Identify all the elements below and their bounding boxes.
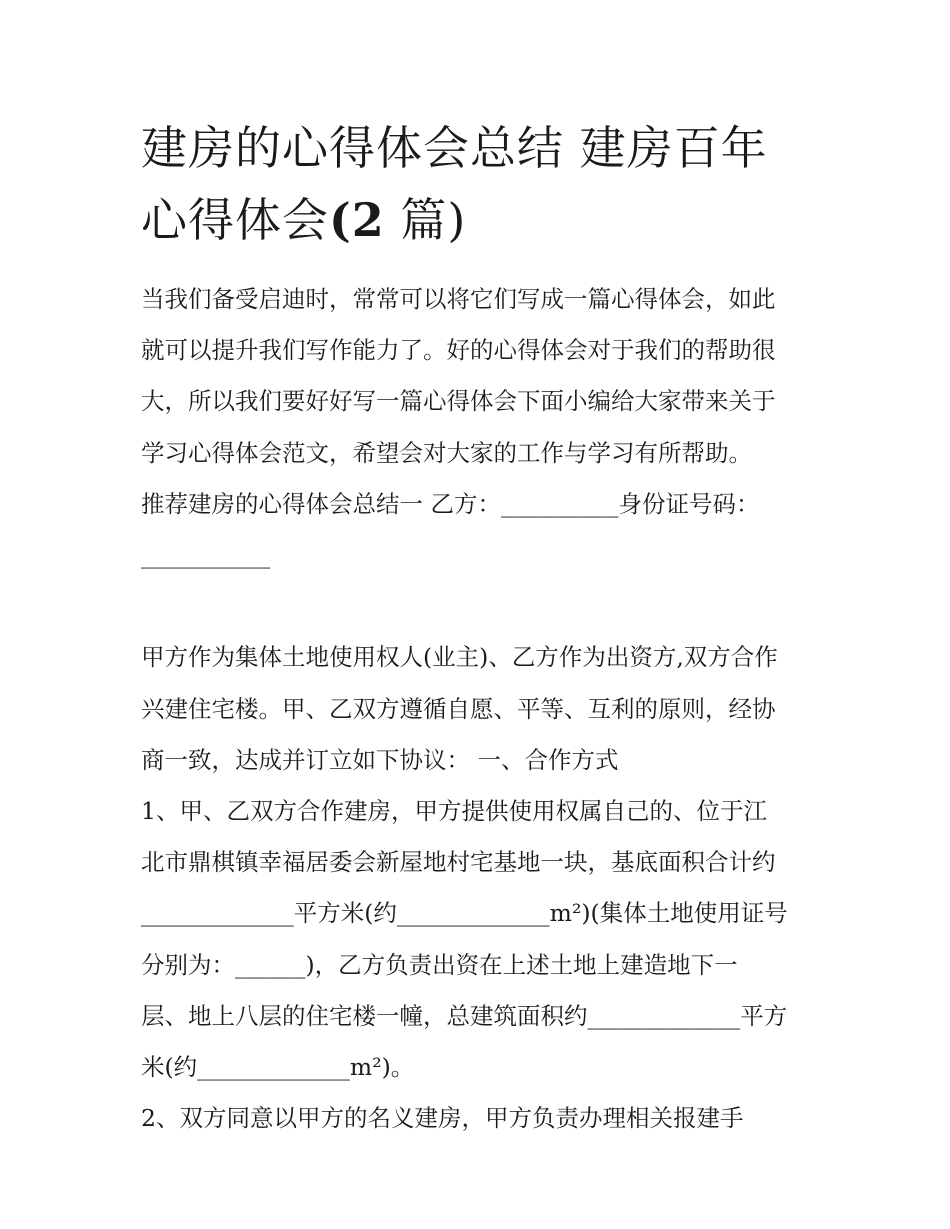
body-line: 米(约_____________m²)。 xyxy=(141,1053,415,1082)
body-line: _____________平方米(约_____________m²)(集体土地使用证号 xyxy=(141,899,788,928)
body-line: 北市鼎棋镇幸福居委会新屋地村宅基地一块，基底面积合计约 xyxy=(141,848,776,877)
document-content xyxy=(141,112,821,1144)
title-line-2-post: 篇) xyxy=(400,193,467,247)
blank-line xyxy=(141,581,821,632)
body-line: 1、甲、乙双方合作建房，甲方提供使用权属自己的、位于江 xyxy=(141,797,767,826)
body-line: 学习心得体会范文，希望会对大家的工作与学习有所帮助。 xyxy=(141,438,752,467)
document-title xyxy=(141,112,821,256)
body-line: ___________ xyxy=(141,541,271,570)
title-line-1: 建房的心得体会总结 建房百年 xyxy=(141,121,768,175)
body-line: 商一致，达成并订立如下协议： 一、合作方式 xyxy=(141,745,619,774)
title-line-2-pre: 心得体会 xyxy=(141,193,329,247)
body-line: 层、地上八层的住宅楼一幢，总建筑面积约_____________平方 xyxy=(141,1001,788,1030)
title-line-2-number: (2 xyxy=(329,193,385,247)
body-line: 甲方作为集体土地使用权人(业主)、乙方作为出资方,双方合作 xyxy=(141,643,778,672)
title-line-2 xyxy=(141,184,821,256)
body-line: 推荐建房的心得体会总结一 乙方：__________身份证号码： xyxy=(141,489,760,518)
body-line: 大，所以我们要好好写一篇心得体会下面小编给大家带来关于 xyxy=(141,387,776,416)
document-body xyxy=(141,274,821,1144)
body-line: 分别为：______)，乙方负责出资在上述土地上建造地下一 xyxy=(141,950,738,979)
body-line: 兴建住宅楼。甲、乙双方遵循自愿、平等、互利的原则，经协 xyxy=(141,694,776,723)
body-line: 2、双方同意以甲方的名义建房，甲方负责办理相关报建手 xyxy=(141,1104,744,1133)
body-line: 当我们备受启迪时，常常可以将它们写成一篇心得体会，如此 xyxy=(141,285,776,313)
body-line: 就可以提升我们写作能力了。好的心得体会对于我们的帮助很 xyxy=(141,336,776,365)
